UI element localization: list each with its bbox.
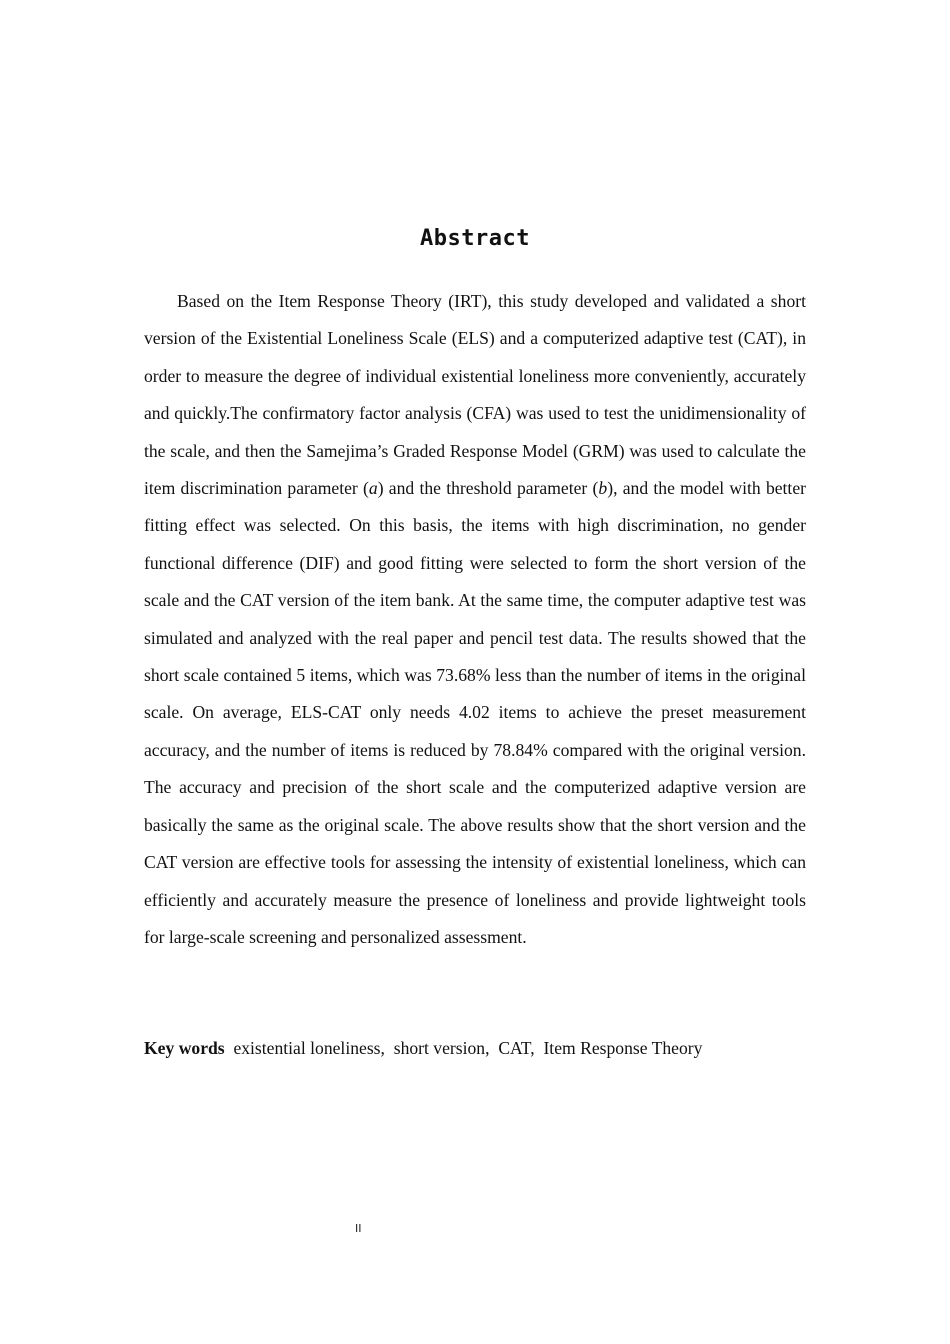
page-number: II bbox=[355, 1222, 362, 1235]
parameter-a: a bbox=[368, 478, 378, 499]
keyword-item: CAT bbox=[498, 1038, 531, 1058]
keyword-item: existential loneliness bbox=[233, 1038, 381, 1058]
keywords-line: Key words existential loneliness, short version, CAT, Item Response Theory bbox=[144, 1038, 703, 1058]
abstract-text-part-1: Based on the Item Response Theory (IRT), this study developed and validated a short version of the Existential Loneliness Scale (ELS) and a computerized adaptive test (CAT), in order to measure the degree of individual existential loneliness more conveniently, accurately and quickly.The confirmatory factor analysis (CFA) was used to test the unidimensionality of the scale, and then the Samejima’s Graded Response Model (GRM) was used to calculate the item discrimination parameter ( bbox=[144, 291, 806, 499]
abstract-text-part-2: ) and the threshold parameter ( bbox=[377, 478, 599, 499]
parameter-b: b bbox=[598, 478, 608, 499]
keywords-label: Key words bbox=[144, 1038, 225, 1058]
abstract-paragraph bbox=[144, 283, 806, 956]
keyword-item: Item Response Theory bbox=[543, 1038, 703, 1058]
abstract-text-part-3: ), and the model with better fitting effect was selected. On this basis, the items with high discrimination, no gender functional difference (DIF) and good fitting were selected to form the short version of the scale and the CAT version of the item bank. At the same time, the computer adaptive test was simulated and analyzed with the real paper and pencil test data. The results showed that the short scale contained 5 items, which was 73.68% less than the number of items in the original scale. On average, ELS-CAT only needs 4.02 items to achieve the preset measurement accuracy, and the number of items is reduced by 78.84% compared with the original version. The accuracy and precision of the short scale and the computerized adaptive version are basically the same as the original scale. The above results show that the short version and the CAT version are effective tools for assessing the intensity of existential loneliness, which can efficiently and accurately measure the presence of loneliness and provide lightweight tools for large-scale screening and personalized assessment. bbox=[144, 478, 806, 947]
abstract-heading: Abstract bbox=[420, 226, 530, 251]
keyword-item: short version bbox=[393, 1038, 486, 1058]
